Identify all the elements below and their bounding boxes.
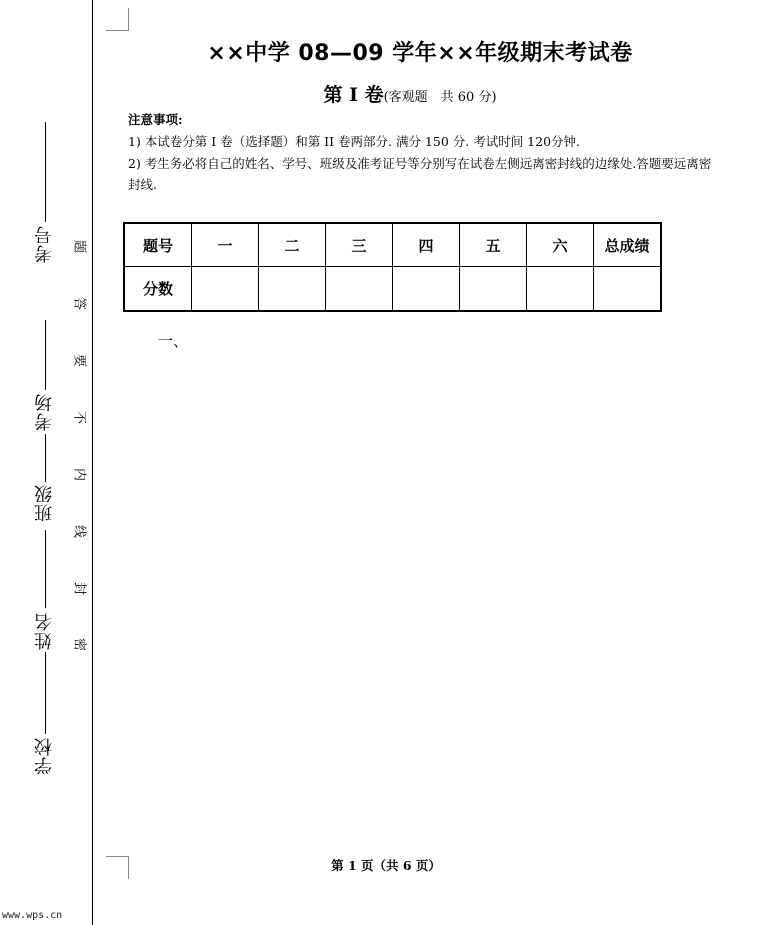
field-exam-room-blank[interactable] <box>45 320 46 390</box>
score-cell[interactable] <box>594 267 662 312</box>
field-name-blank[interactable] <box>45 530 46 608</box>
score-cell[interactable] <box>527 267 594 312</box>
header-cell: 总成绩 <box>594 223 662 267</box>
crop-mark-top <box>106 8 129 31</box>
page-footer: 第 1 页（共 6 页） <box>331 858 441 873</box>
field-exam-number-blank[interactable] <box>45 122 46 222</box>
field-school-blank[interactable] <box>45 652 46 734</box>
field-name-label: 姓名 <box>34 612 55 650</box>
seal-char: 答 <box>74 294 87 309</box>
score-table-header-row <box>124 223 661 267</box>
field-exam-room-label: 考场 <box>34 393 55 431</box>
header-cell: 一 <box>192 223 259 267</box>
field-school-label: 学校 <box>34 737 55 775</box>
score-cell[interactable] <box>326 267 393 312</box>
seal-char: 线 <box>74 522 87 537</box>
field-class-label: 班级 <box>34 484 55 522</box>
score-table <box>123 222 662 312</box>
seal-char: 不 <box>74 408 87 423</box>
score-cell[interactable] <box>393 267 460 312</box>
score-cell[interactable] <box>460 267 527 312</box>
field-class-blank[interactable] <box>45 434 46 482</box>
score-cell[interactable] <box>192 267 259 312</box>
binding-line <box>92 0 93 925</box>
exam-title: ××中学 08—09 学年××年级期末考试卷 <box>207 41 633 66</box>
note-item: 1) 本试卷分第 I 卷（选择题）和第 II 卷两部分. 满分 150 分. 考试时间 120分钟. <box>128 134 581 149</box>
header-cell: 三 <box>326 223 393 267</box>
score-cell[interactable] <box>259 267 326 312</box>
paper-part-label: 第 I 卷 <box>323 84 384 106</box>
header-cell: 六 <box>527 223 594 267</box>
header-cell: 题号 <box>124 223 192 267</box>
note-item: 2) 考生务必将自己的姓名、学号、班级及准考证号等分别写在试卷左侧远离密封线的边缘处.答题要远离密封线. <box>128 156 712 192</box>
header-cell: 四 <box>393 223 460 267</box>
seal-char: 封 <box>74 579 87 594</box>
watermark-text: www.wps.cn <box>2 910 63 921</box>
seal-char: 内 <box>74 465 87 480</box>
field-exam-number-label: 考号 <box>34 225 55 263</box>
notes-heading: 注意事项: <box>128 112 183 127</box>
section-marker: 一、 <box>158 332 189 350</box>
seal-char: 密 <box>74 635 87 650</box>
row-label-cell: 分数 <box>124 267 192 312</box>
header-cell: 二 <box>259 223 326 267</box>
header-cell: 五 <box>460 223 527 267</box>
seal-char: 题 <box>74 237 87 252</box>
score-table-score-row <box>124 267 661 312</box>
paper-part-note: (客观题 共 60 分) <box>383 90 497 105</box>
paper-subtitle <box>100 80 720 107</box>
seal-char: 要 <box>74 351 87 366</box>
